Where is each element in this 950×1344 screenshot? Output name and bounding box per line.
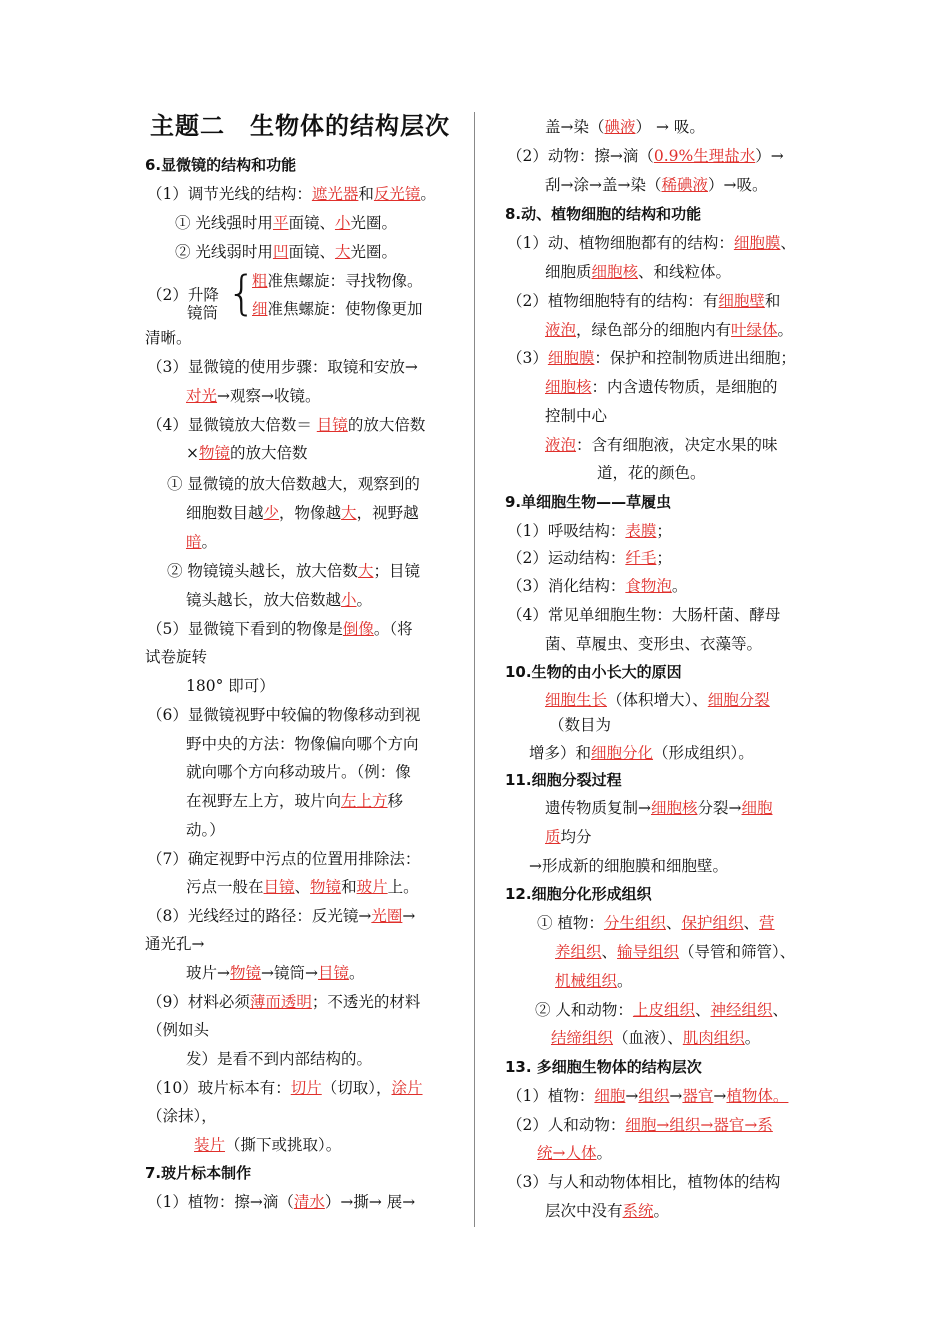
section-heading bbox=[505, 770, 622, 790]
text-run: （形成组织）。 bbox=[653, 744, 754, 762]
text-run: （血液）、 bbox=[613, 1029, 683, 1047]
text-line bbox=[147, 906, 415, 926]
text-line bbox=[555, 971, 633, 991]
text-line bbox=[186, 963, 365, 983]
answer-blank: 目镜 bbox=[263, 878, 295, 896]
text-run: 清晰。 bbox=[145, 329, 192, 347]
text-run: 刮→涂→盖→染（ bbox=[545, 176, 662, 194]
answer-blank: 系统 bbox=[622, 1202, 654, 1220]
answer-blank: 凹 bbox=[272, 243, 289, 261]
text-run: ） → 吸。 bbox=[635, 118, 705, 136]
answer-blank: 细胞膜 bbox=[733, 234, 781, 252]
text-run: 镜筒 bbox=[187, 304, 219, 322]
text-line bbox=[186, 532, 217, 552]
answer-blank: 物镜 bbox=[230, 964, 262, 982]
text-line bbox=[507, 1086, 788, 1106]
answer-blank: 机械组织 bbox=[555, 972, 618, 990]
answer-blank: 器官 bbox=[682, 1087, 714, 1105]
text-run: 和 bbox=[358, 185, 374, 203]
answer-blank: 切片 bbox=[290, 1079, 322, 1097]
text-run: ； bbox=[656, 522, 672, 540]
text-line bbox=[187, 303, 218, 323]
text-run: 。 bbox=[653, 1202, 670, 1220]
text-line bbox=[147, 705, 420, 725]
answer-blank: 细胞分化 bbox=[591, 744, 654, 762]
text-line bbox=[147, 992, 420, 1012]
text-run: 面镜、 bbox=[288, 243, 335, 261]
text-run: 。 bbox=[671, 577, 688, 595]
text-run: 光圈。 bbox=[350, 214, 397, 232]
text-line bbox=[147, 1106, 217, 1126]
text-run: （2）人和动物： bbox=[507, 1116, 626, 1134]
text-line bbox=[597, 463, 706, 483]
text-run: 层次中没有 bbox=[545, 1202, 623, 1220]
answer-blank: 表膜 bbox=[625, 522, 657, 540]
answer-blank: 物镜 bbox=[310, 878, 342, 896]
answer-blank: 涂片 bbox=[391, 1079, 423, 1097]
text-run: ； bbox=[656, 549, 672, 567]
answer-blank: 营 bbox=[759, 914, 775, 932]
text-run: 准焦螺旋：寻找物像。 bbox=[267, 272, 423, 290]
text-run: 光圈。 bbox=[350, 243, 397, 261]
answer-blank: 组织 bbox=[638, 1087, 670, 1105]
text-run: 。 bbox=[777, 321, 794, 339]
text-line bbox=[194, 1135, 341, 1155]
text-run: （3）消化结构： bbox=[507, 577, 626, 595]
text-line bbox=[549, 715, 611, 735]
text-line bbox=[537, 913, 775, 933]
text-line bbox=[545, 634, 762, 654]
text-line bbox=[507, 1172, 780, 1192]
text-run: （10）玻片标本有： bbox=[147, 1079, 291, 1097]
text-run: → bbox=[669, 1087, 683, 1105]
text-line bbox=[507, 521, 672, 541]
answer-blank: 0.9%生理盐水 bbox=[653, 147, 756, 165]
text-line bbox=[555, 942, 795, 962]
section-heading bbox=[145, 155, 296, 175]
answer-blank: 液泡 bbox=[545, 436, 577, 454]
text-run: ，绿色部分的细胞内有 bbox=[576, 321, 732, 339]
text-run: 动。） bbox=[186, 821, 225, 839]
text-run: 细胞质 bbox=[545, 263, 592, 281]
text-line bbox=[507, 1115, 773, 1135]
text-run: 移 bbox=[387, 792, 404, 810]
text-line bbox=[551, 1028, 760, 1048]
text-run: 细胞数目越 bbox=[186, 504, 264, 522]
text-run: 分裂→ bbox=[697, 799, 742, 817]
text-run: 。 bbox=[356, 591, 373, 609]
text-run: 。 bbox=[201, 533, 218, 551]
text-line bbox=[147, 1192, 415, 1212]
answer-blank: 反光镜 bbox=[373, 185, 421, 203]
text-run: （6）显微镜视野中较偏的物像移动到视 bbox=[147, 706, 421, 724]
text-line bbox=[545, 262, 731, 282]
text-run: →镜筒→ bbox=[261, 964, 318, 982]
answer-blank: 细胞核 bbox=[591, 263, 639, 281]
text-run: 污点一般在 bbox=[186, 878, 264, 896]
text-line bbox=[145, 934, 205, 954]
text-line bbox=[529, 856, 728, 876]
text-line bbox=[186, 503, 419, 523]
answer-blank: 倒像 bbox=[342, 620, 374, 638]
text-run: （4）显微镜放大倍数＝ bbox=[147, 416, 317, 434]
text-run: （3） bbox=[507, 349, 548, 367]
answer-blank: 对光 bbox=[186, 387, 218, 405]
answer-blank: 细胞生长 bbox=[545, 691, 608, 709]
answer-blank: 大 bbox=[357, 562, 374, 580]
text-run: 和 bbox=[341, 878, 357, 896]
answer-blank: 液泡 bbox=[545, 321, 577, 339]
section-heading bbox=[145, 1163, 251, 1183]
text-line bbox=[535, 1000, 788, 1020]
answer-blank: 装片 bbox=[194, 1136, 226, 1154]
text-run: （1）调节光线的结构： bbox=[147, 185, 312, 203]
text-line bbox=[186, 762, 411, 782]
text-run: （9）材料必须 bbox=[147, 993, 250, 1011]
text-run: 、 bbox=[601, 943, 618, 961]
text-run: 6.显微镜的结构和功能 bbox=[145, 156, 297, 174]
answer-blank: 细胞核 bbox=[545, 378, 592, 396]
answer-blank: 细 bbox=[252, 300, 268, 318]
text-line bbox=[507, 233, 796, 253]
text-run: ，物像越 bbox=[279, 504, 342, 522]
text-line bbox=[545, 690, 770, 710]
text-run: （3）与人和动物体相比，植物体的结构 bbox=[507, 1173, 781, 1191]
text-run: 控制中心 bbox=[545, 407, 608, 425]
text-line bbox=[545, 175, 767, 195]
text-line bbox=[545, 827, 592, 847]
answer-blank: 细胞 bbox=[594, 1087, 626, 1105]
section-heading bbox=[505, 492, 671, 512]
text-run: 12.细胞分化形成组织 bbox=[505, 885, 652, 903]
answer-blank: 细胞壁 bbox=[718, 292, 765, 310]
text-run: （1）植物：擦→滴（ bbox=[147, 1193, 294, 1211]
text-line bbox=[145, 647, 207, 667]
text-line bbox=[529, 743, 754, 763]
answer-blank: 结缔组织 bbox=[551, 1029, 614, 1047]
text-line bbox=[186, 1049, 372, 1069]
text-line bbox=[545, 117, 705, 137]
answer-blank: 食物泡 bbox=[625, 577, 672, 595]
text-line bbox=[186, 877, 419, 897]
text-run: ② 物镜镜头越长，放大倍数 bbox=[167, 562, 358, 580]
text-run: 试卷旋转 bbox=[145, 648, 208, 666]
text-line bbox=[147, 1078, 423, 1098]
text-line bbox=[507, 605, 780, 625]
text-line bbox=[507, 348, 796, 368]
answer-blank: 暗 bbox=[186, 533, 202, 551]
text-line bbox=[147, 285, 219, 305]
text-line bbox=[186, 386, 321, 406]
answer-blank: 粗 bbox=[252, 272, 268, 290]
text-run: ① 植物： bbox=[537, 914, 604, 932]
answer-blank: 植物体。 bbox=[726, 1087, 789, 1105]
text-run: ① 显微镜的放大倍数越大，观察到的 bbox=[167, 475, 420, 493]
text-run: 的放大倍数 bbox=[347, 416, 426, 434]
text-run: （5）显微镜下看到的物像是 bbox=[147, 620, 343, 638]
text-run: 、 bbox=[694, 1001, 711, 1019]
text-run: 。 bbox=[744, 1029, 761, 1047]
text-run: →观察→收镜。 bbox=[217, 387, 321, 405]
brace: { bbox=[227, 266, 257, 320]
answer-blank: 大 bbox=[341, 504, 357, 522]
text-run: （例如头 bbox=[147, 1021, 210, 1039]
text-run: （导管和筛管）、 bbox=[679, 943, 796, 961]
answer-blank: 细胞分裂 bbox=[707, 691, 770, 709]
answer-blank: 左上方 bbox=[341, 792, 388, 810]
text-run: ② 人和动物： bbox=[535, 1001, 633, 1019]
text-run: 7.玻片标本制作 bbox=[145, 1164, 252, 1182]
text-line bbox=[507, 146, 784, 166]
text-run: ：含有细胞液，决定水果的味 bbox=[576, 436, 778, 454]
answer-blank: 保护组织 bbox=[681, 914, 744, 932]
text-run: 10.生物的由小长大的原因 bbox=[505, 663, 682, 681]
text-run: 。 bbox=[617, 972, 633, 990]
text-run: 13. 多细胞生物体的结构层次 bbox=[505, 1058, 702, 1076]
text-run: 、 bbox=[665, 914, 682, 932]
text-run: 在视野左上方，玻片向 bbox=[186, 792, 342, 810]
text-run: 准焦螺旋：使物像更加 bbox=[267, 300, 423, 318]
text-run: 。 bbox=[420, 185, 436, 203]
text-line bbox=[175, 213, 397, 233]
answer-blank: 肌肉组织 bbox=[682, 1029, 745, 1047]
text-run: 发）是看不到内部结构的。 bbox=[186, 1050, 373, 1068]
text-run: ：保护和控制物质进出细胞； bbox=[594, 349, 796, 367]
text-run: 菌、草履虫、变形虫、衣藻等。 bbox=[545, 635, 763, 653]
answer-blank: 目镜 bbox=[316, 416, 348, 434]
text-run: ① 光线强时用 bbox=[175, 214, 273, 232]
text-run: （2）植物细胞特有的结构：有 bbox=[507, 292, 719, 310]
text-run: 、 bbox=[772, 1001, 788, 1019]
answer-blank: 遮光器 bbox=[311, 185, 359, 203]
answer-blank: 统→人体 bbox=[537, 1144, 597, 1162]
text-line bbox=[507, 548, 672, 568]
text-run: 上。 bbox=[387, 878, 419, 896]
text-run: 。 bbox=[596, 1144, 613, 1162]
text-line bbox=[186, 443, 308, 463]
text-line bbox=[147, 619, 413, 639]
text-run: （数目为 bbox=[549, 716, 612, 734]
text-run: 玻片→ bbox=[186, 964, 230, 982]
text-line bbox=[537, 1143, 612, 1163]
text-run: ；不透光的材料 bbox=[311, 993, 421, 1011]
column-divider bbox=[474, 112, 475, 1227]
text-run: （撕下或挑取）。 bbox=[225, 1136, 342, 1154]
text-run: 180° 即可） bbox=[186, 677, 275, 695]
section-heading bbox=[505, 884, 652, 904]
text-line bbox=[545, 435, 778, 455]
text-run: 通光孔→ bbox=[145, 935, 205, 953]
text-run: × bbox=[186, 444, 199, 462]
answer-blank: 神经组织 bbox=[710, 1001, 773, 1019]
text-run: 。（将 bbox=[373, 620, 413, 638]
text-run: ）→ bbox=[755, 147, 784, 165]
text-line bbox=[252, 299, 423, 319]
text-line bbox=[545, 406, 607, 426]
text-run: 面镜、 bbox=[288, 214, 335, 232]
text-run: 11.细胞分裂过程 bbox=[505, 771, 622, 789]
answer-blank: 平 bbox=[272, 214, 289, 232]
answer-blank: 上皮组织 bbox=[632, 1001, 695, 1019]
text-run: ② 光线弱时用 bbox=[175, 243, 273, 261]
text-run: （2）运动结构： bbox=[507, 549, 626, 567]
text-run: （2）升降 bbox=[147, 286, 219, 304]
text-run: 。 bbox=[349, 964, 365, 982]
answer-blank: 养组织 bbox=[555, 943, 602, 961]
page-title: 主题二 生物体的结构层次 bbox=[150, 112, 450, 140]
answer-blank: 纤毛 bbox=[625, 549, 657, 567]
answer-blank: 细胞核 bbox=[651, 799, 698, 817]
text-line bbox=[186, 676, 275, 696]
text-line bbox=[147, 849, 420, 869]
text-run: （2）动物：擦→滴（ bbox=[507, 147, 654, 165]
answer-blank: 大 bbox=[334, 243, 351, 261]
text-line bbox=[145, 328, 192, 348]
answer-blank: 清水 bbox=[293, 1193, 325, 1211]
section-heading bbox=[505, 204, 701, 224]
text-run: 、 bbox=[780, 234, 796, 252]
text-line bbox=[545, 377, 778, 397]
text-run: ）→吸。 bbox=[707, 176, 768, 194]
text-line bbox=[545, 1201, 669, 1221]
section-heading bbox=[505, 662, 682, 682]
text-run: 、和线粒体。 bbox=[638, 263, 732, 281]
text-run: 均分 bbox=[560, 828, 592, 846]
answer-blank: 细胞膜 bbox=[547, 349, 595, 367]
text-run: → bbox=[402, 907, 416, 925]
text-run: 就向哪个方向移动玻片。（例：像 bbox=[186, 763, 411, 781]
text-run: 、 bbox=[294, 878, 311, 896]
text-run: ：内含遗传物质，是细胞的 bbox=[591, 378, 778, 396]
answer-blank: 细胞 bbox=[741, 799, 773, 817]
text-run: （1）动、植物细胞都有的结构： bbox=[507, 234, 734, 252]
text-run: 道，花的颜色。 bbox=[597, 464, 706, 482]
text-run: 野中央的方法：物像偏向哪个方向 bbox=[186, 735, 419, 753]
section-heading bbox=[505, 1057, 702, 1077]
text-run: （切取）， bbox=[321, 1079, 392, 1097]
text-line bbox=[147, 1020, 209, 1040]
text-run: → bbox=[625, 1087, 639, 1105]
text-line bbox=[186, 791, 403, 811]
text-run: ；目镜 bbox=[373, 562, 420, 580]
text-run: 增多）和 bbox=[529, 744, 592, 762]
answer-blank: 目镜 bbox=[318, 964, 350, 982]
text-run: →形成新的细胞膜和细胞壁。 bbox=[529, 857, 728, 875]
text-line bbox=[507, 291, 780, 311]
answer-blank: 细胞→组织→器官→系 bbox=[625, 1116, 773, 1134]
text-run: → bbox=[713, 1087, 727, 1105]
text-line bbox=[147, 357, 418, 377]
answer-blank: 光圈 bbox=[371, 907, 403, 925]
text-line bbox=[186, 590, 372, 610]
text-line bbox=[507, 576, 687, 596]
text-run: （体积增大）、 bbox=[607, 691, 708, 709]
answer-blank: 小 bbox=[334, 214, 351, 232]
text-run: （4）常见单细胞生物：大肠杆菌、酵母 bbox=[507, 606, 781, 624]
text-run: （3）显微镜的使用步骤：取镜和安放→ bbox=[147, 358, 418, 376]
answer-blank: 输导组织 bbox=[617, 943, 680, 961]
answer-blank: 少 bbox=[263, 504, 280, 522]
answer-blank: 叶绿体 bbox=[731, 321, 778, 339]
answer-blank: 质 bbox=[545, 828, 561, 846]
text-line bbox=[186, 820, 225, 840]
text-line bbox=[252, 271, 423, 291]
answer-blank: 物镜 bbox=[199, 444, 231, 462]
text-run: ，视野越 bbox=[356, 504, 419, 522]
text-run: 盖→染（ bbox=[545, 118, 605, 136]
answer-blank: 小 bbox=[341, 591, 357, 609]
text-run: （7）确定视野中污点的位置用排除法： bbox=[147, 850, 421, 868]
text-line bbox=[167, 474, 420, 494]
text-run: （涂抹）， bbox=[147, 1107, 217, 1125]
text-run: （8）光线经过的路径：反光镜→ bbox=[147, 907, 372, 925]
text-line bbox=[147, 184, 436, 204]
text-run: 的放大倍数 bbox=[230, 444, 308, 462]
answer-blank: 稀碘液 bbox=[661, 176, 708, 194]
text-line bbox=[545, 320, 793, 340]
text-line bbox=[186, 734, 419, 754]
text-run: 遗传物质复制→ bbox=[545, 799, 651, 817]
text-line bbox=[167, 561, 420, 581]
answer-blank: 玻片 bbox=[356, 878, 388, 896]
text-line bbox=[175, 242, 397, 262]
text-line bbox=[147, 415, 425, 435]
text-run: 、 bbox=[743, 914, 759, 932]
text-run: 和 bbox=[764, 292, 781, 310]
text-run: ）→撕→ 展→ bbox=[324, 1193, 416, 1211]
answer-blank: 薄而透明 bbox=[249, 993, 312, 1011]
answer-blank: 碘液 bbox=[604, 118, 636, 136]
text-run: 9.单细胞生物——草履虫 bbox=[505, 493, 672, 511]
text-run: （1）植物： bbox=[507, 1087, 595, 1105]
text-run: 8.动、植物细胞的结构和功能 bbox=[505, 205, 702, 223]
text-line bbox=[545, 798, 773, 818]
answer-blank: 分生组织 bbox=[603, 914, 666, 932]
text-run: （1）呼吸结构： bbox=[507, 522, 626, 540]
text-run: 镜头越长，放大倍数越 bbox=[186, 591, 342, 609]
